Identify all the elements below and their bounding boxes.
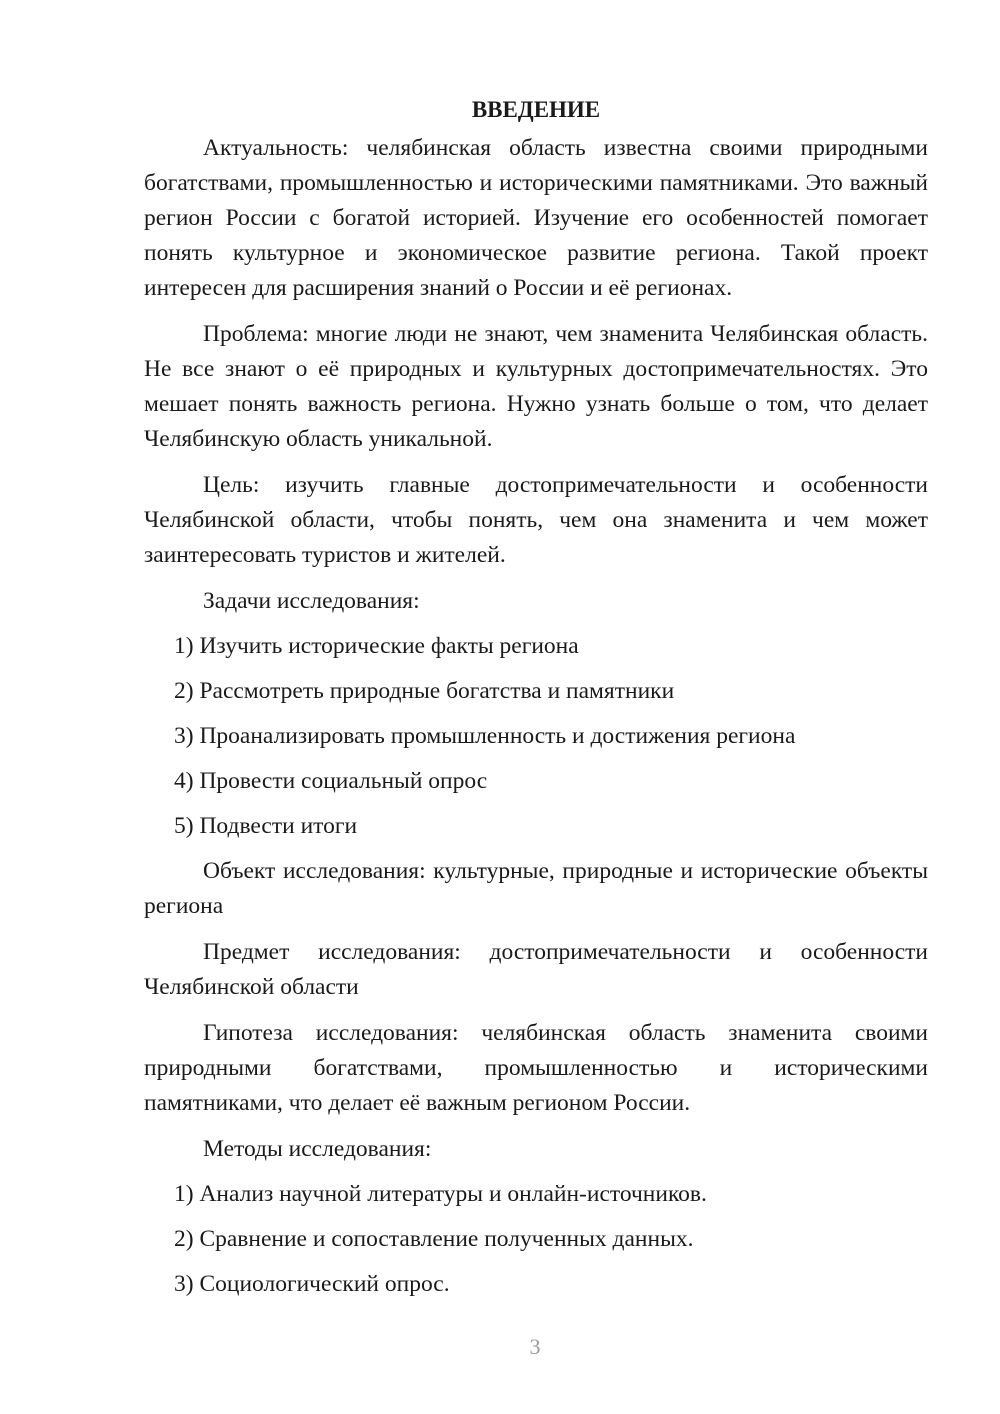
method-item: 1) Анализ научной литературы и онлайн-источников.	[174, 1181, 707, 1207]
problem-paragraph: Проблема: многие люди не знают, чем знаменита Челябинская область. Не все знают о её природных и культурных достопримечательностях. Это мешает понять важность региона. Нужно узнать больше о том, что делает Челябинскую область уникальной.	[144, 321, 928, 452]
relevance-paragraph: Актуальность: челябинская область известна своими природными богатствами, промышленностью и историческими памятниками. Это важный регион России с богатой историей. Изучение его особенностей помогает понять культурное и экономическое развитие региона. Такой проект интересен для расширения знаний о России и её регионах.	[144, 135, 928, 301]
spacer	[144, 1005, 928, 1016]
goal-paragraph: Цель: изучить главные достопримечательности и особенности Челябинской области, чтобы понять, чем она знаменита и чем может заинтересовать туристов и жителей.	[144, 472, 928, 568]
methods-heading: Методы исследования:	[203, 1136, 432, 1162]
subject-paragraph: Предмет исследования: достопримечательности и особенности Челябинской области	[144, 939, 928, 1000]
method-item: 3) Социологический опрос.	[174, 1271, 450, 1297]
spacer	[144, 799, 928, 809]
method-item: 2) Сравнение и сопоставление полученных данных.	[174, 1226, 694, 1252]
spacer	[144, 306, 928, 317]
hypothesis-paragraph: Гипотеза исследования: челябинская область знаменита своими природными богатствами, промышленностью и историческими памятниками, что делает её важным регионом России.	[144, 1020, 928, 1116]
spacer	[144, 573, 928, 584]
spacer	[144, 664, 928, 674]
task-item: 2) Рассмотреть природные богатства и памятники	[174, 678, 675, 704]
spacer	[144, 619, 928, 629]
spacer	[144, 844, 928, 854]
spacer	[144, 754, 928, 764]
spacer	[144, 457, 928, 468]
spacer	[144, 924, 928, 935]
tasks-heading: Задачи исследования:	[203, 588, 420, 614]
task-item: 3) Проанализировать промышленность и достижения региона	[174, 723, 796, 749]
spacer	[144, 709, 928, 719]
object-paragraph: Объект исследования: культурные, природные и исторические объекты региона	[144, 858, 928, 919]
document-page	[144, 92, 928, 1302]
task-item: 1) Изучить исторические факты региона	[174, 633, 579, 659]
spacer	[144, 1257, 928, 1267]
spacer	[144, 1212, 928, 1222]
spacer	[144, 1121, 928, 1132]
page-number: 3	[529, 1334, 541, 1359]
task-item: 5) Подвести итоги	[174, 813, 358, 839]
task-item: 4) Провести социальный опрос	[174, 768, 488, 794]
page-title: ВВЕДЕНИЕ	[471, 97, 601, 122]
spacer	[144, 1167, 928, 1177]
